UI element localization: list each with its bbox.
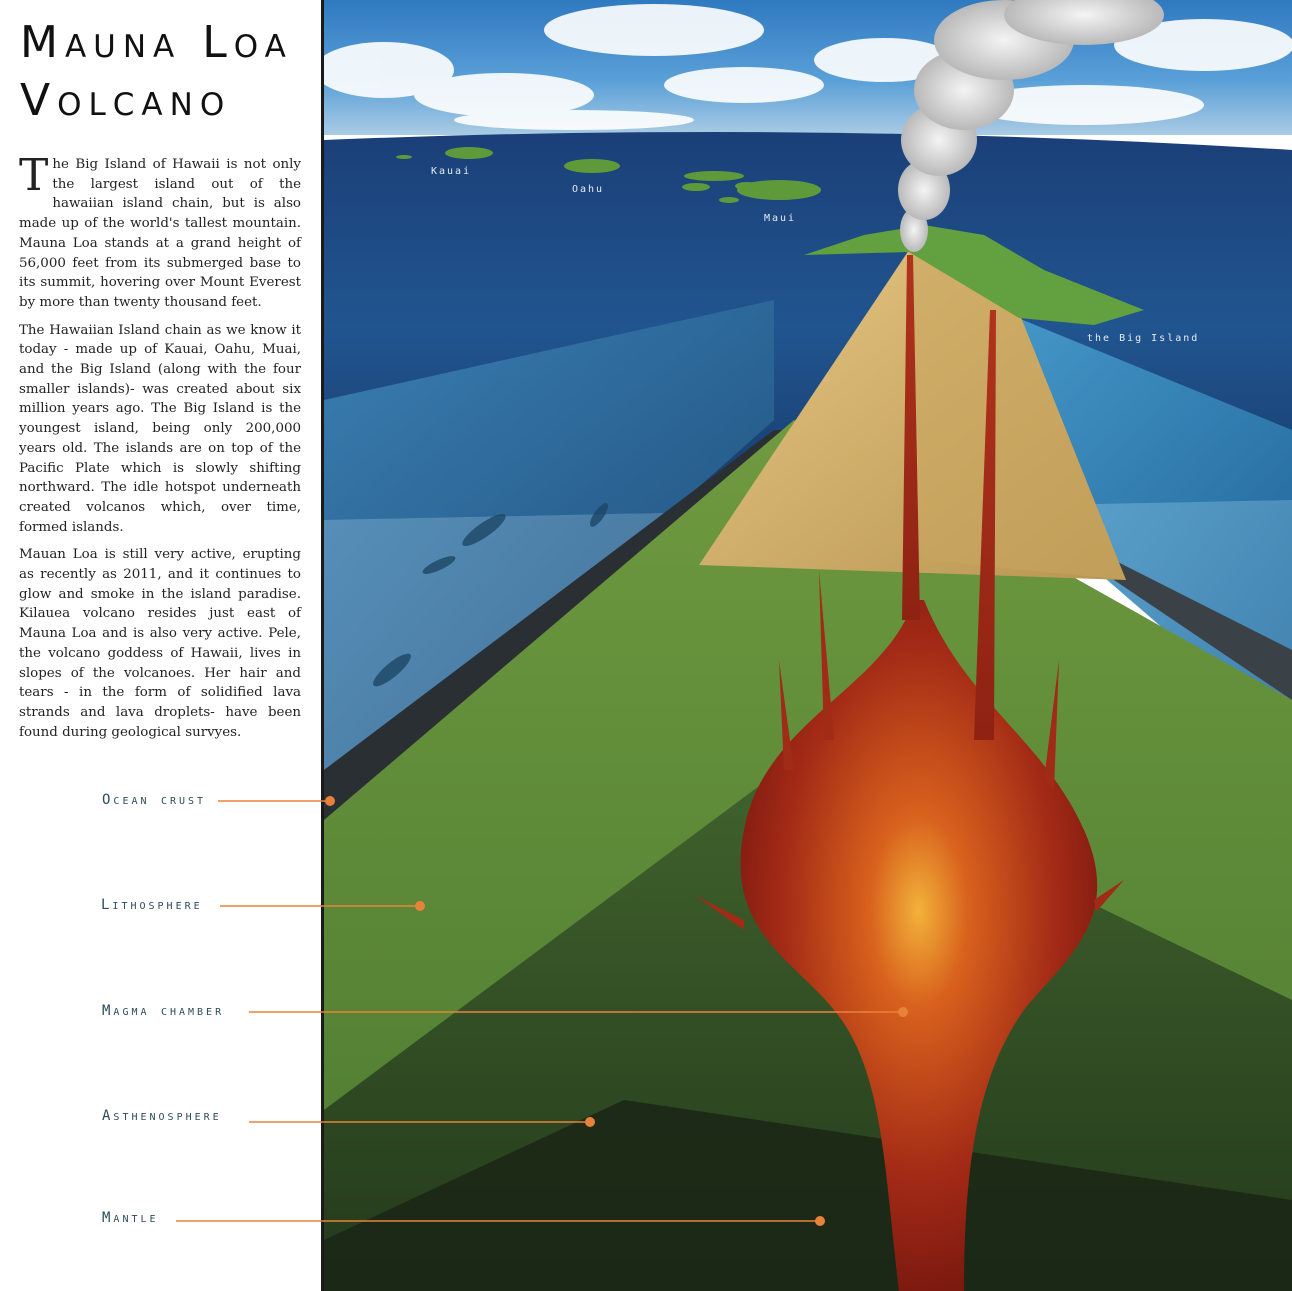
island-molokai (684, 171, 744, 181)
label-maui: Maui (764, 213, 797, 224)
label-magma-chamber: Magma chamber (102, 1003, 225, 1019)
island-lanai (735, 182, 759, 190)
label-big-island: the Big Island (1087, 333, 1200, 344)
island-niihau (396, 155, 412, 159)
label-kauai: Kauai (431, 166, 472, 177)
title-line-1: Mauna Loa (20, 17, 293, 68)
paragraph-1: The Big Island of Hawaii is not only the largest island out of the hawaiian island chain, but is also made up of the world's tallest mountain. Mauna Loa stands at a grand height of 56,000 feet from its submerged base to its summit, hovering over Mount Everest by more than twenty thousand feet. (19, 150, 301, 310)
volcano-cross-section-illustration (324, 0, 1292, 1291)
island-oahu (564, 159, 620, 173)
article-body (19, 150, 301, 750)
label-lithosphere: Lithosphere (101, 897, 203, 913)
paragraph-2: The Hawaiian Island chain as we know it today - made up of Kauai, Oahu, Muai, and the Big Island (along with the four smaller islands)- was created about six million years ago. The Big Island is the youngest island, being only 200,000 years old. The islands are on top of the Pacific Plate which is slowly shifting northward. The idle hotspot underneath created volcanos which, over time, formed islands. (19, 322, 301, 535)
label-mantle: Mantle (102, 1210, 159, 1226)
label-oahu: Oahu (572, 184, 605, 195)
title-line-2: Volcano (20, 75, 232, 126)
island-small-2 (719, 197, 739, 203)
label-asthenosphere: Asthenosphere (102, 1108, 222, 1124)
page-title (20, 14, 320, 130)
island-small-1 (682, 183, 710, 191)
island-kauai (445, 147, 493, 159)
label-ocean-crust: Ocean crust (102, 792, 207, 808)
text-panel (0, 0, 321, 1291)
paragraph-3: Mauan Loa is still very active, erupting as recently as 2011, and it continues to glow and smoke in the island paradise. Kilauea volcano resides just east of Mauna Loa and is also very active. Pele, the volcano goddess of Hawaii, lives in slopes of the volcanoes. Her hair and tears - in the form of solidified lava strands and lava droplets- have been found during geological survyes. (19, 547, 301, 740)
